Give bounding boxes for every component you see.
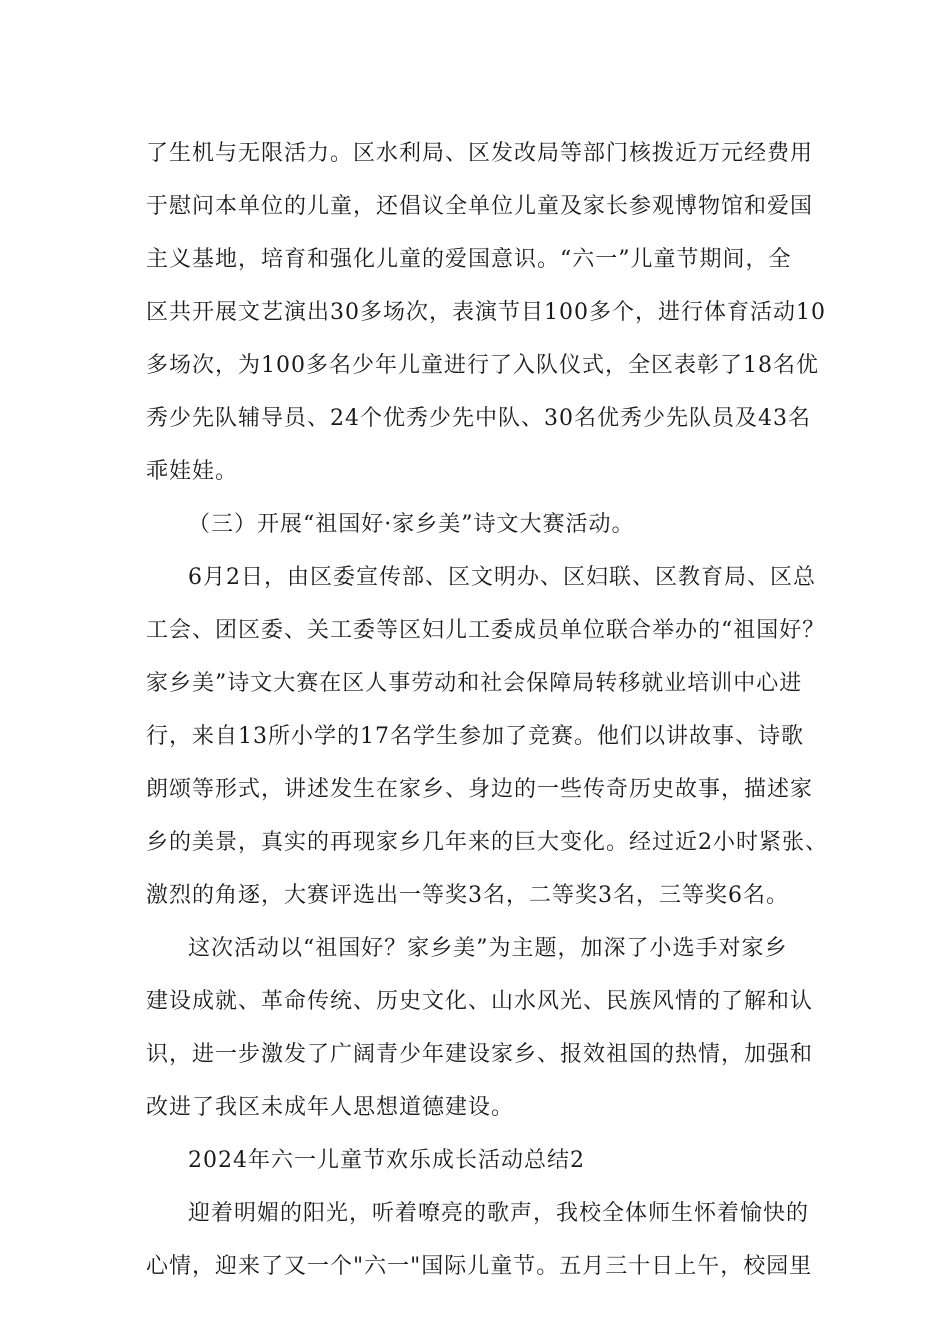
paragraph-line: 于慰问本单位的儿童，还倡议全单位儿童及家长参观博物馆和爱国 — [146, 194, 814, 219]
paragraph-line: 识，进一步激发了广阔青少年建设家乡、报效祖国的热情，加强和 — [146, 1042, 814, 1067]
paragraph-line: 区共开展文艺演出30多场次，表演节目100多个，进行体育活动10 — [146, 300, 826, 325]
paragraph-line: 激烈的角逐，大赛评选出一等奖3名，二等奖3名，三等奖6名。 — [146, 883, 789, 908]
section-heading: （三）开展“祖国好·家乡美”诗文大赛活动。 — [188, 512, 635, 537]
paragraph-line: 6月2日，由区委宣传部、区文明办、区妇联、区教育局、区总 — [188, 565, 816, 590]
paragraph-line: 了生机与无限活力。区水利局、区发改局等部门核拨近万元经费用 — [146, 141, 814, 166]
paragraph-line: 乡的美景，真实的再现家乡几年来的巨大变化。经过近2小时紧张、 — [146, 830, 828, 855]
paragraph-line: 迎着明媚的阳光，听着嘹亮的歌声，我校全体师生怀着愉快的 — [188, 1201, 810, 1226]
paragraph-line: 朗颂等形式，讲述发生在家乡、身边的一些传奇历史故事，描述家 — [146, 777, 814, 802]
paragraph-line: 秀少先队辅导员、24个优秀少先中队、30名优秀少先队员及43名 — [146, 406, 811, 431]
paragraph-line: 这次活动以“祖国好？家乡美”为主题，加深了小选手对家乡 — [188, 936, 788, 961]
paragraph-line: 心情，迎来了又一个"六一"国际儿童节。五月三十日上午，校园里 — [146, 1254, 813, 1279]
paragraph-line: 行，来自13所小学的17名学生参加了竞赛。他们以讲故事、诗歌 — [146, 724, 804, 749]
paragraph-line: 改进了我区未成年人思想道德建设。 — [146, 1095, 515, 1120]
paragraph-line: 主义基地，培育和强化儿童的爱国意识。“六一”儿童节期间，全 — [146, 247, 792, 272]
document-subtitle: 2024年六一儿童节欢乐成长活动总结2 — [188, 1148, 585, 1173]
paragraph-line: 工会、团区委、关工委等区妇儿工委成员单位联合举办的“祖国好？ — [146, 618, 826, 643]
paragraph-line: 建设成就、革命传统、历史文化、山水风光、民族风情的了解和认 — [146, 989, 814, 1014]
paragraph-line: 乖娃娃。 — [146, 459, 239, 484]
paragraph-line: 家乡美”诗文大赛在区人事劳动和社会保障局转移就业培训中心进 — [146, 671, 803, 696]
paragraph-line: 多场次，为100多名少年儿童进行了入队仪式，全区表彰了18名优 — [146, 353, 819, 378]
